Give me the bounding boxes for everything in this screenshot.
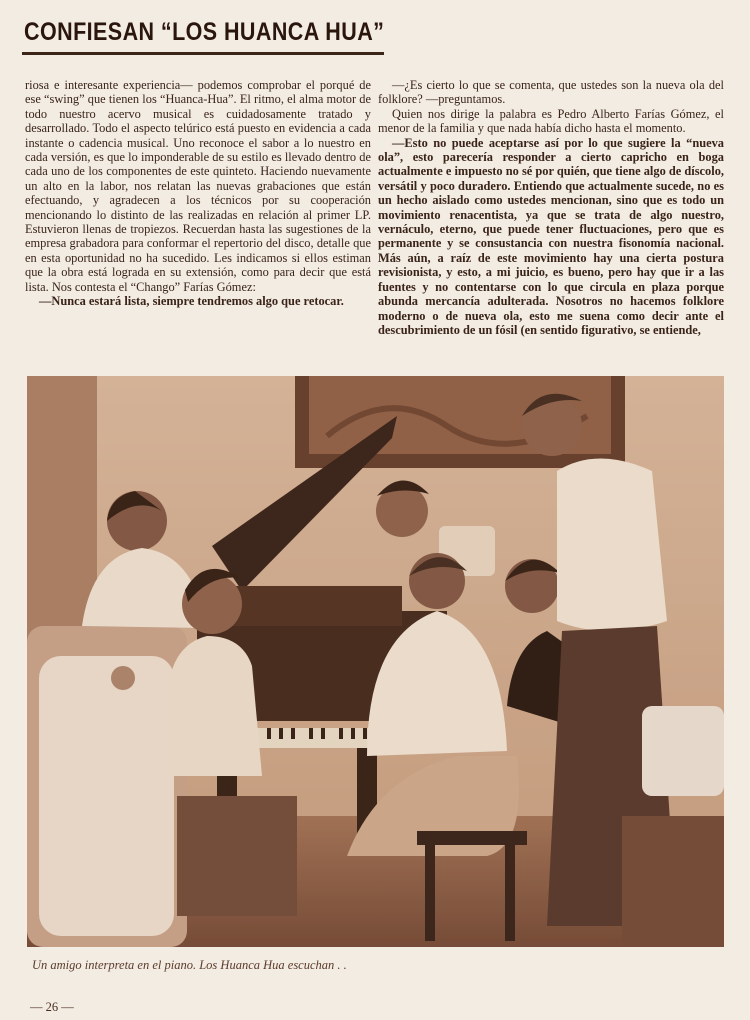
right-paragraph-3: —Esto no puede aceptarse así por lo que sugiere la “nueva ola”, esto parecería responder a cierto capricho en boga actualmente e impuesto no sé por quién, que tiene algo de díscolo, versátil y poco duradero. Entiendo que actualmente sucede, no es un hecho aislado como ustedes mencionan, sino que es todo un movimiento renacentista, ya que se trata de algo nuestro, vernáculo, eterno, que puede tener fluctuaciones, pero que es permanente y se consustancia con nuestra fisonomía nacional. Más aún, a raíz de este movimiento hay una cierta postura revisionista, y esto, a mi juicio, es bueno, pero hay que ir a las fuentes y no contentarse con lo que circula en plaza porque abunda mercancía adulterada. Nosotros no hacemos folklore moderno o de nueva ola, esto me suena como decir ante el descubrimiento de un fósil (en sentido figurativo, se entiende, <box>378 135 724 337</box>
right-text-column <box>378 78 724 337</box>
left-paragraph-2: —Nunca estará lista, siempre tendremos algo que retocar. <box>39 294 344 309</box>
article-headline: CONFIESAN “LOS HUANCA HUA” <box>24 18 385 46</box>
headline-underline <box>22 52 384 55</box>
right-paragraph-1: —¿Es cierto lo que se comenta, que ustedes son la nueva ola del folklore? —preguntamos. <box>378 78 724 107</box>
page-number: — 26 — <box>30 1000 74 1014</box>
right-paragraph-2: Quien nos dirige la palabra es Pedro Alberto Farías Gómez, el menor de la familia y que nada había dicho hasta el momento. <box>378 106 724 136</box>
left-paragraph-1: riosa e interesante experiencia— podemos comprobar el porqué de ese “swing” que tienen los “Huanca-Hua”. El ritmo, el alma motor de todo nuestro acervo musical es cuidadosamente tratado y desarrollado. Todo el aspecto telúrico está puesto en evidencia a cada instante o cadencia musical. Uno reconoce el sabor a lo nuestro en cada versión, es que lo imponderable de su estilo es llevado dentro de cada uno de los componentes de este quinteto. Haciendo nuevamente un alto en la labor, nos relatan las nuevas grabaciones que están efectuando, y agradecen a los técnicos por su cooperación mencionando lo distinto de las realizadas en relación al primer LP. Estuvieron llenas de tropiezos. Recuerdan hasta las sugestiones de la empresa grabadora para conformar el repertorio del disco, detalle que en esta oportunidad no ha sucedido. Les indicamos si ellos estiman que la obra está lograda en su extensión, como para decir que está lista. Nos contesta el “Chango” Farías Gómez: <box>25 78 371 294</box>
left-text-column <box>25 78 371 309</box>
photo-illustration <box>27 376 724 947</box>
group-piano-photo <box>27 376 724 947</box>
photo-caption: Un amigo interpreta en el piano. Los Huanca Hua escuchan . . <box>32 958 347 972</box>
